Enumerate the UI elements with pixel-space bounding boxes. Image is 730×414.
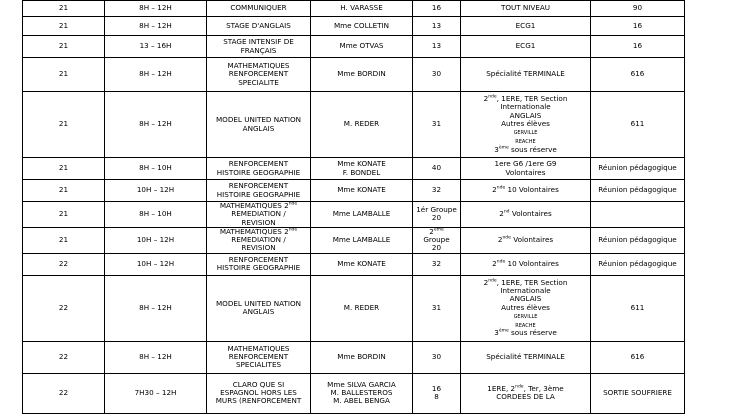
room-text: 16 xyxy=(632,20,643,30)
teacher-cell xyxy=(311,275,413,341)
time-text: 7H30 – 12H xyxy=(134,388,177,398)
subject-text: HISTOIRE GEOGRAPHIE xyxy=(216,263,301,273)
subject-text: ESPAGNOL HORS LES xyxy=(220,388,297,398)
level-cell xyxy=(461,1,591,17)
group-text: 16 xyxy=(431,383,442,393)
subject-text: RENFORCEMENT xyxy=(228,254,289,264)
level-cell xyxy=(461,373,591,413)
day-text: 21 xyxy=(58,20,69,30)
subject-text: REMEDIATION / xyxy=(231,209,286,219)
subject-cell xyxy=(207,92,311,158)
room-cell xyxy=(591,36,685,58)
day-text: 21 xyxy=(58,69,69,79)
time-text: 8H – 12H xyxy=(139,20,172,30)
subject-text: ANGLAIS xyxy=(242,307,275,317)
teacher-cell xyxy=(311,36,413,58)
group-cell xyxy=(413,158,461,180)
room-text: Réunion pédagogique xyxy=(598,163,677,173)
table-row xyxy=(23,202,685,228)
time-text: 8H – 12H xyxy=(139,303,172,313)
day-cell xyxy=(23,158,105,180)
group-cell xyxy=(413,202,461,228)
teacher-text: M. BALLESTEROS xyxy=(330,388,393,398)
room-text: SORTIE SOUFRIERE xyxy=(603,388,672,398)
teacher-cell xyxy=(311,1,413,17)
teacher-text: Mme OTVAS xyxy=(339,41,384,51)
teacher-text: Mme KONATE xyxy=(337,259,386,269)
level-text: 3ème sous réserve xyxy=(494,328,557,338)
subject-text: REMEDIATION / xyxy=(231,235,286,245)
room-cell xyxy=(591,1,685,17)
level-text: 2nde, 1ERE, TER Section xyxy=(483,277,568,287)
room-text: 16 xyxy=(632,41,643,51)
level-text: Spécialité TERMINALE xyxy=(486,352,565,362)
group-cell xyxy=(413,227,461,253)
group-cell xyxy=(413,180,461,202)
teacher-text: Mme BORDIN xyxy=(337,69,386,79)
level-text: 3ème sous réserve xyxy=(494,144,557,154)
subject-cell xyxy=(207,1,311,17)
teacher-text: Mme SILVA GARCIA xyxy=(327,379,396,389)
subject-cell xyxy=(207,202,311,228)
subject-text: MATHEMATIQUES 2nde xyxy=(219,227,298,236)
group-text: 32 xyxy=(431,259,442,269)
level-text: Autres élèves xyxy=(501,302,550,312)
day-text: 21 xyxy=(58,235,69,245)
teacher-text: H. VARASSE xyxy=(340,3,383,13)
room-text: 616 xyxy=(630,352,645,362)
level-text: ANGLAIS xyxy=(509,294,542,304)
level-text: 2nde 10 Volontaires xyxy=(492,259,559,269)
level-text: 2nd Volontaires xyxy=(499,209,552,219)
day-text: 21 xyxy=(58,209,69,219)
room-text: 616 xyxy=(630,69,645,79)
level-text: GERVILLE xyxy=(513,130,538,137)
subject-cell xyxy=(207,158,311,180)
day-cell xyxy=(23,58,105,92)
day-cell xyxy=(23,202,105,228)
level-cell xyxy=(461,202,591,228)
time-cell xyxy=(105,253,207,275)
level-text: 2nde 10 Volontaires xyxy=(492,185,559,195)
time-cell xyxy=(105,227,207,253)
time-cell xyxy=(105,275,207,341)
teacher-text: Mme KONATE xyxy=(337,159,386,169)
teacher-text: M. REDER xyxy=(343,119,380,129)
teacher-cell xyxy=(311,341,413,373)
level-text: ECG1 xyxy=(515,41,536,51)
teacher-text: Mme LAMBALLE xyxy=(332,235,391,245)
level-text: Internationale xyxy=(500,102,551,112)
schedule-table xyxy=(22,0,685,414)
level-cell xyxy=(461,36,591,58)
teacher-cell xyxy=(311,227,413,253)
time-cell xyxy=(105,17,207,36)
subject-text: MATHEMATIQUES xyxy=(227,61,290,71)
group-text: 8 xyxy=(434,392,439,402)
teacher-text: Mme LAMBALLE xyxy=(332,209,391,219)
time-cell xyxy=(105,58,207,92)
room-text: 611 xyxy=(630,303,645,313)
teacher-text: Mme KONATE xyxy=(337,185,386,195)
day-cell xyxy=(23,341,105,373)
subject-text: ANGLAIS xyxy=(242,123,275,133)
table-row xyxy=(23,275,685,341)
subject-text: MODEL UNITED NATION xyxy=(215,298,301,308)
teacher-cell xyxy=(311,17,413,36)
group-text: 31 xyxy=(431,119,442,129)
subject-cell xyxy=(207,180,311,202)
group-cell xyxy=(413,341,461,373)
time-text: 8H – 12H xyxy=(139,352,172,362)
subject-text: STAGE D'ANGLAIS xyxy=(226,20,291,30)
table-row xyxy=(23,58,685,92)
day-text: 21 xyxy=(58,41,69,51)
subject-text: RENFORCEMENT xyxy=(228,181,289,191)
room-cell xyxy=(591,180,685,202)
teacher-cell xyxy=(311,58,413,92)
day-cell xyxy=(23,17,105,36)
time-cell xyxy=(105,158,207,180)
subject-text: HISTOIRE GEOGRAPHIE xyxy=(216,189,301,199)
teacher-cell xyxy=(311,158,413,180)
group-cell xyxy=(413,1,461,17)
group-text: 13 xyxy=(431,41,442,51)
subject-text: COMMUNIQUER xyxy=(230,3,287,13)
level-cell xyxy=(461,92,591,158)
level-cell xyxy=(461,253,591,275)
group-text: 31 xyxy=(431,303,442,313)
subject-text: MURS (RENFORCEMENT xyxy=(215,396,302,406)
room-text: 611 xyxy=(630,119,645,129)
day-text: 22 xyxy=(58,259,69,269)
subject-text: REVISION xyxy=(241,217,276,227)
subject-cell xyxy=(207,227,311,253)
level-text: 1ERE, 2nde, Ter, 3ème xyxy=(487,383,564,393)
time-text: 8H – 12H xyxy=(139,119,172,129)
teacher-cell xyxy=(311,202,413,228)
day-text: 21 xyxy=(58,185,69,195)
time-cell xyxy=(105,180,207,202)
time-cell xyxy=(105,92,207,158)
level-text: GERVILLE xyxy=(513,313,538,320)
level-text: REACHE xyxy=(515,322,536,329)
day-text: 22 xyxy=(58,352,69,362)
time-cell xyxy=(105,202,207,228)
subject-text: RENFORCEMENT xyxy=(228,69,289,79)
room-cell xyxy=(591,275,685,341)
level-cell xyxy=(461,158,591,180)
level-text: 2nde Volontaires xyxy=(497,235,554,245)
table-row xyxy=(23,341,685,373)
table-row xyxy=(23,92,685,158)
day-text: 22 xyxy=(58,303,69,313)
day-text: 22 xyxy=(58,388,69,398)
room-text: Réunion pédagogique xyxy=(598,235,677,245)
teacher-text: F. BONDEL xyxy=(342,167,381,177)
day-text: 21 xyxy=(58,119,69,129)
group-cell xyxy=(413,58,461,92)
day-cell xyxy=(23,227,105,253)
table-row xyxy=(23,36,685,58)
subject-text: HISTOIRE GEOGRAPHIE xyxy=(216,167,301,177)
room-text: Réunion pédagogique xyxy=(598,259,677,269)
group-text: 13 xyxy=(431,20,442,30)
room-cell xyxy=(591,227,685,253)
level-cell xyxy=(461,17,591,36)
room-cell xyxy=(591,158,685,180)
table-row xyxy=(23,1,685,17)
group-cell xyxy=(413,92,461,158)
level-text: Autres élèves xyxy=(501,118,550,128)
room-cell xyxy=(591,202,685,228)
level-cell xyxy=(461,180,591,202)
subject-text: SPECIALITES xyxy=(235,360,282,370)
level-cell xyxy=(461,341,591,373)
room-cell xyxy=(591,92,685,158)
teacher-cell xyxy=(311,92,413,158)
group-text: 30 xyxy=(431,352,442,362)
time-cell xyxy=(105,36,207,58)
time-text: 8H – 10H xyxy=(139,209,172,219)
level-cell xyxy=(461,58,591,92)
subject-text: REVISION xyxy=(241,243,276,253)
level-text: REACHE xyxy=(515,138,536,145)
time-text: 10H – 12H xyxy=(136,259,175,269)
room-text: Réunion pédagogique xyxy=(598,185,677,195)
group-text: 30 xyxy=(431,69,442,79)
subject-cell xyxy=(207,373,311,413)
room-text: 90 xyxy=(632,3,643,13)
time-text: 10H – 12H xyxy=(136,235,175,245)
subject-text: STAGE INTENSIF DE xyxy=(223,37,294,47)
subject-text: CLARO QUE SI xyxy=(232,379,285,389)
group-text: 40 xyxy=(431,163,442,173)
day-cell xyxy=(23,275,105,341)
time-text: 8H – 12H xyxy=(139,69,172,79)
room-cell xyxy=(591,253,685,275)
time-cell xyxy=(105,341,207,373)
subject-cell xyxy=(207,17,311,36)
group-cell xyxy=(413,253,461,275)
room-cell xyxy=(591,341,685,373)
group-text: 1ér Groupe xyxy=(416,205,457,215)
level-text: Spécialité TERMINALE xyxy=(486,69,565,79)
table-row xyxy=(23,227,685,253)
group-cell xyxy=(413,17,461,36)
subject-cell xyxy=(207,36,311,58)
group-text: 32 xyxy=(431,185,442,195)
subject-cell xyxy=(207,341,311,373)
group-cell xyxy=(413,373,461,413)
group-text: 2ème Groupe xyxy=(423,227,450,245)
time-text: 8H – 10H xyxy=(139,163,172,173)
level-text: 1ere G6 /1ere G9 xyxy=(494,159,557,169)
subject-text: MATHEMATIQUES 2nde xyxy=(219,201,298,210)
teacher-cell xyxy=(311,373,413,413)
day-cell xyxy=(23,92,105,158)
day-text: 21 xyxy=(58,3,69,13)
table-row xyxy=(23,17,685,36)
table-row xyxy=(23,253,685,275)
room-cell xyxy=(591,373,685,413)
group-text: 20 xyxy=(431,243,442,253)
day-cell xyxy=(23,36,105,58)
subject-text: RENFORCEMENT xyxy=(228,159,289,169)
group-text: 16 xyxy=(431,3,442,13)
subject-cell xyxy=(207,275,311,341)
level-text: TOUT NIVEAU xyxy=(500,3,551,13)
teacher-text: Mme COLLETIN xyxy=(333,20,390,30)
subject-text: MATHEMATIQUES xyxy=(227,343,290,353)
room-cell xyxy=(591,17,685,36)
table-row xyxy=(23,180,685,202)
day-cell xyxy=(23,180,105,202)
room-cell xyxy=(591,58,685,92)
subject-text: RENFORCEMENT xyxy=(228,352,289,362)
table-row xyxy=(23,373,685,413)
teacher-text: M. ABEL BENGA xyxy=(333,396,390,406)
day-cell xyxy=(23,253,105,275)
day-text: 21 xyxy=(58,163,69,173)
day-cell xyxy=(23,1,105,17)
table-row xyxy=(23,158,685,180)
teacher-cell xyxy=(311,253,413,275)
teacher-text: Mme BORDIN xyxy=(337,352,386,362)
teacher-cell xyxy=(311,180,413,202)
level-text: 2nde, 1ERE, TER Section xyxy=(483,94,568,104)
level-text: Internationale xyxy=(500,286,551,296)
teacher-text: M. REDER xyxy=(343,303,380,313)
subject-text: SPECIALITE xyxy=(238,77,279,87)
level-text: Volontaires xyxy=(505,167,546,177)
time-cell xyxy=(105,1,207,17)
group-text: 20 xyxy=(431,213,442,223)
time-text: 8H – 12H xyxy=(139,3,172,13)
subject-cell xyxy=(207,253,311,275)
group-cell xyxy=(413,275,461,341)
level-cell xyxy=(461,275,591,341)
level-text: CORDEES DE LA xyxy=(496,392,555,402)
level-cell xyxy=(461,227,591,253)
time-cell xyxy=(105,373,207,413)
time-text: 10H – 12H xyxy=(136,185,175,195)
group-cell xyxy=(413,36,461,58)
day-cell xyxy=(23,373,105,413)
subject-cell xyxy=(207,58,311,92)
subject-text: FRANÇAIS xyxy=(240,45,277,55)
level-text: ANGLAIS xyxy=(509,110,542,120)
subject-text: MODEL UNITED NATION xyxy=(215,115,301,125)
level-text: ECG1 xyxy=(515,20,536,30)
schedule-body xyxy=(23,1,685,414)
time-text: 13 – 16H xyxy=(139,41,172,51)
